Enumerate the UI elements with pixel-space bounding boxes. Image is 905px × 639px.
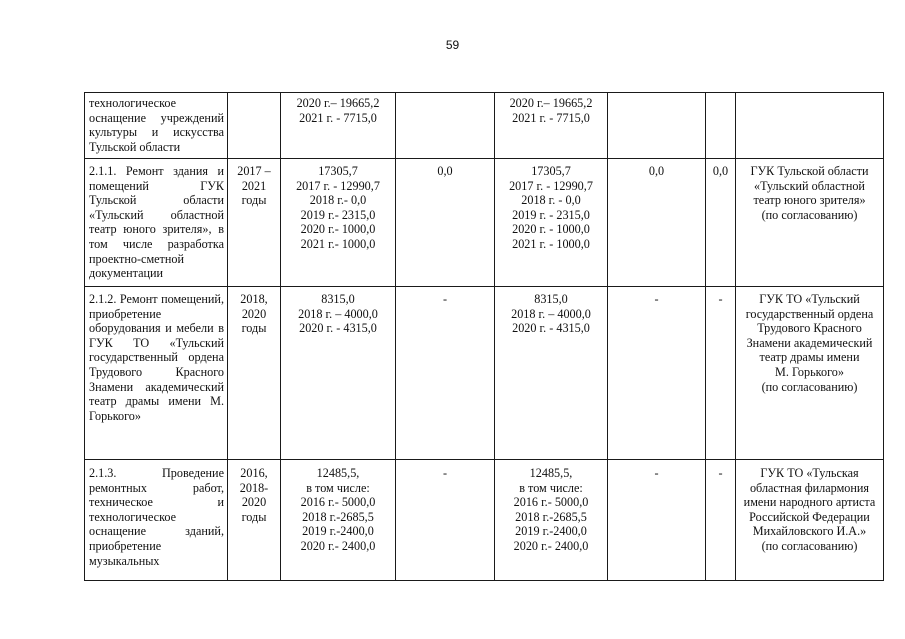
table-row	[85, 460, 884, 581]
regional-funding-cell: 17305,7 2017 г. - 12990,7 2018 г. - 0,0 2019 г. - 2315,0 2020 г. - 1000,0 2021 г. - 1000,0	[495, 159, 608, 287]
total-funding-cell: 2020 г.– 19665,2 2021 г. - 7715,0	[281, 93, 396, 159]
federal-funding-cell: 0,0	[396, 159, 495, 287]
years-cell: 2018, 2020 годы	[228, 287, 281, 460]
table-row	[85, 159, 884, 287]
measure-name-cell: технологическое оснащение учреждений культуры и искусства Тульской области	[85, 93, 228, 159]
table-row	[85, 93, 884, 159]
executor-cell: ГУК Тульской области «Тульский областной театр юного зрителя» (по согласованию)	[736, 159, 884, 287]
total-funding-cell: 12485,5, в том числе: 2016 г.- 5000,0 2018 г.-2685,5 2019 г.-2400,0 2020 г.- 2400,0	[281, 460, 396, 581]
years-cell: 2017 – 2021 годы	[228, 159, 281, 287]
measure-name-cell: 2.1.2. Ремонт помещений, приобретение оборудования и мебели в ГУК ТО «Тульский государственный ордена Трудового Красного Знамени академический театр драмы имени М. Горького»	[85, 287, 228, 460]
years-cell	[228, 93, 281, 159]
program-table	[84, 92, 884, 581]
executor-cell: ГУК ТО «Тульский государственный ордена Трудового Красного Знамени академический театр драмы имени М. Горького» (по согласованию)	[736, 287, 884, 460]
federal-funding-cell: -	[396, 460, 495, 581]
federal-funding-cell: -	[396, 287, 495, 460]
total-funding-cell: 8315,0 2018 г. – 4000,0 2020 г. - 4315,0	[281, 287, 396, 460]
local-funding-cell	[608, 93, 706, 159]
local-funding-cell: -	[608, 460, 706, 581]
other-funding-cell: -	[706, 460, 736, 581]
other-funding-cell: 0,0	[706, 159, 736, 287]
other-funding-cell	[706, 93, 736, 159]
measure-name-cell: 2.1.3. Проведение ремонтных работ, техническое и технологическое оснащение зданий, приобретение музыкальных	[85, 460, 228, 581]
regional-funding-cell: 12485,5, в том числе: 2016 г.- 5000,0 2018 г.-2685,5 2019 г.-2400,0 2020 г.- 2400,0	[495, 460, 608, 581]
years-cell: 2016, 2018- 2020 годы	[228, 460, 281, 581]
page-number: 59	[445, 38, 460, 52]
executor-cell	[736, 93, 884, 159]
regional-funding-cell: 8315,0 2018 г. – 4000,0 2020 г. - 4315,0	[495, 287, 608, 460]
executor-cell: ГУК ТО «Тульская областная филармония имени народного артиста Российской Федерации Михайловского И.А.» (по согласованию)	[736, 460, 884, 581]
local-funding-cell: -	[608, 287, 706, 460]
local-funding-cell: 0,0	[608, 159, 706, 287]
regional-funding-cell: 2020 г.– 19665,2 2021 г. - 7715,0	[495, 93, 608, 159]
table-row	[85, 287, 884, 460]
measure-name-cell: 2.1.1. Ремонт здания и помещений ГУК Тульской области «Тульский областной театр юного зрителя», в том числе разработка проектно-сметной документации	[85, 159, 228, 287]
federal-funding-cell	[396, 93, 495, 159]
other-funding-cell: -	[706, 287, 736, 460]
total-funding-cell: 17305,7 2017 г. - 12990,7 2018 г.- 0,0 2019 г.- 2315,0 2020 г.- 1000,0 2021 г.- 1000,0	[281, 159, 396, 287]
